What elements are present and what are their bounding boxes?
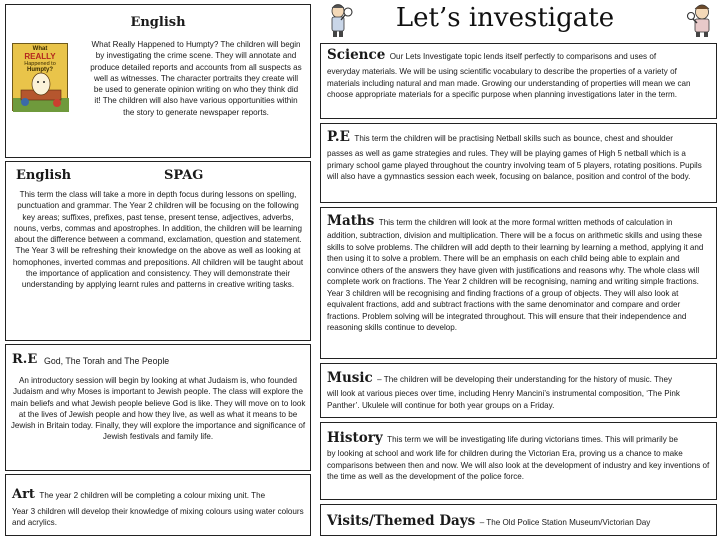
maths-intro: This term the children will look at the more formal written methods of calculation in bbox=[378, 218, 673, 227]
detective-illustration-left bbox=[326, 2, 354, 38]
re-panel bbox=[5, 344, 311, 471]
english-spag-panel bbox=[5, 161, 311, 341]
music-body: will look at various pieces over time, including Henry Mancini’s instrumental composition, ‘The Pink Panther’. Ukulele will continue for both year groups on a Friday. bbox=[327, 389, 680, 410]
humpty-egg-icon bbox=[13, 72, 69, 112]
art-intro: The year 2 children will be completing a colour mixing unit. The bbox=[39, 491, 266, 500]
maths-title: Maths bbox=[327, 213, 375, 229]
art-panel bbox=[5, 474, 311, 536]
english-title: English bbox=[130, 15, 186, 30]
book-cover-image bbox=[12, 43, 68, 111]
maths-body: addition, subtraction, division and multiplication. There will be a focus on arithmetic skills and using these skills to solve problems. The children will add depth to their learning by learning a method, applying it and then using it to solve a problem. There will be an emphasis on each child being able to explain and convince others of the answers they have given with justifications and reasons why. The whole class will complete work on fractions. The Year 2 children will be recognising, naming and writing simple fractions. Year 3 children will be recognising and finding fractions of a group of objects. They will also look at equivalent fractions, add and subtract fractions with the same denominator and compare and order fractions. Problem solving will be integrated throughout. This will ensure that their independence and reasoning skills continue to develop. bbox=[327, 231, 704, 332]
science-intro: Our Lets Investigate topic lends itself perfectly to comparisons and uses of bbox=[389, 52, 657, 61]
maths-panel bbox=[320, 207, 717, 359]
pe-title: P.E bbox=[327, 129, 350, 145]
english-reading-panel bbox=[5, 4, 311, 158]
visits-title: Visits/Themed Days bbox=[327, 513, 476, 529]
re-subtitle: God, The Torah and The People bbox=[44, 356, 170, 366]
detective-icon bbox=[326, 2, 354, 38]
book-cover-line1: What bbox=[32, 46, 48, 52]
music-panel bbox=[320, 363, 717, 418]
book-cover-line3: Happened to bbox=[24, 61, 56, 67]
history-panel bbox=[320, 422, 717, 500]
science-body: everyday materials. We will be using scientific vocabulary to describe the properties of a variety of materials including natural and man made. Growing our understanding of properties will mean we can choose appropriate materials for a specific purpose when planning investigations later in the term. bbox=[327, 67, 691, 99]
english-body: What Really Happened to Humpty? The children will begin by investigating the crime scene. They will annotate and produce detailed reports and accounts from all suspects as well as witnesses. The character portraits they create will be used to generate opinion writing on who they think did it! The children will also have various opportunities within the story to generate newspaper reports. bbox=[90, 40, 302, 117]
re-body: An introductory session will begin by looking at what Judaism is, who founded Judaism and why Moses is important to Jewish people. The class will explore the main beliefs and what Jewish people believe God is like. They will move on to look at the lives of Jewish people and how they live, as well as what it means to be Jewish in Britain today. Finally, they will explore the importance and significance of Jewish festivals and family life. bbox=[10, 376, 306, 442]
art-body: Year 3 children will develop their knowledge of mixing colours using water colours and acrylics. bbox=[12, 507, 304, 528]
spag-title: SPAG bbox=[164, 168, 204, 183]
visits-body: – The Old Police Station Museum/Victorian Day bbox=[479, 518, 651, 527]
book-cover-line2: REALLY bbox=[24, 52, 56, 61]
history-title: History bbox=[327, 430, 383, 446]
science-panel bbox=[320, 43, 717, 119]
history-intro: This term we will be investigating life during victorians times. This will primarily be bbox=[387, 435, 679, 444]
detective-illustration-right bbox=[686, 2, 716, 38]
music-intro: – The children will be developing their understanding for the history of music. They bbox=[377, 375, 673, 384]
pe-body: passes as well as game strategies and rules. They will be playing games of High 5 netball which is a primary school game played throughout the country involving team of 5 players, rotating positions. Pupils will also have a gymnastics session each week, focusing on balance, position and control of the body. bbox=[327, 149, 702, 181]
detective-icon bbox=[686, 2, 716, 38]
music-title: Music bbox=[327, 370, 373, 386]
pe-intro: This term the children will be practising Netball skills such as bounce, chest and shoulder bbox=[354, 134, 673, 143]
pe-panel bbox=[320, 123, 717, 203]
re-title: R.E bbox=[12, 352, 38, 367]
visits-panel bbox=[320, 504, 717, 536]
science-title: Science bbox=[327, 47, 386, 63]
english-spag-title: English bbox=[16, 168, 72, 183]
art-title: Art bbox=[12, 487, 35, 502]
book-cover-line4: Humpty? bbox=[27, 67, 53, 73]
history-body: by looking at school and work life for children during the Victorian Era, proving us a chance to make comparisons between then and now. We will also look at the development of industry and key inventions of the time as well as the development of the police force. bbox=[327, 449, 710, 481]
page-title: Let’s investigate bbox=[395, 3, 615, 33]
english-spag-body: This term the class will take a more in depth focus during lessons on spelling, punctuation and grammar. The Year 2 children will be focusing on the following key areas; suffixes, prefixes, past tense, present tense, adjectives, adverbs, nouns, verbs, commas and apostrophes. In addition, the children will be learning about the difference between a command, exclamation, question and statement. The Year 3 will be refreshing their knowledge on the above as well as looking at homophones, inverted commas and prepositions. All children will be taught about the importance of application and consistency. They will demonstrate their understanding by applying learnt rules and patterns in creative writing tasks. bbox=[12, 190, 304, 290]
